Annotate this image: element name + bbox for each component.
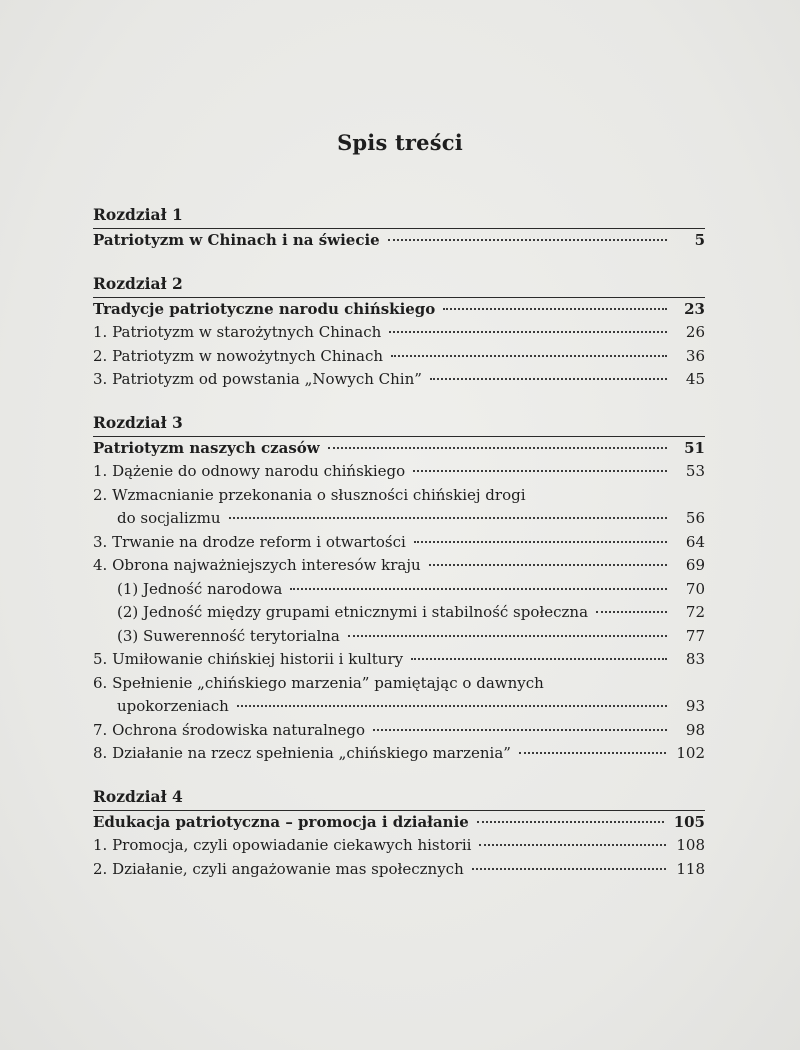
chapter-label: Rozdział 3 [93, 412, 183, 432]
dot-leader [237, 695, 667, 707]
page-number: 45 [685, 370, 705, 388]
page-number: 77 [685, 626, 705, 645]
entry-text: (3) Suwerenność terytorialna [117, 626, 340, 645]
section-entry-continuation [93, 695, 705, 719]
dot-leader [479, 834, 666, 846]
dot-leader [328, 437, 667, 449]
entry-text: Tradycje patriotyczne narodu chińskiego [93, 299, 436, 318]
entry-text: upokorzeniach [117, 697, 229, 715]
section-entry [93, 460, 705, 484]
chapter-block [93, 784, 705, 882]
section-entry [93, 672, 705, 696]
dot-leader [373, 719, 667, 731]
section-entry [93, 719, 705, 743]
entry-text: (1) Jedność narodowa [117, 579, 283, 598]
table-of-contents [93, 202, 705, 899]
page-number: 105 [673, 812, 705, 831]
dot-leader [348, 625, 667, 637]
page-number: 51 [684, 438, 705, 457]
entry-text: 4. Obrona najważniejszych interesów kraju [93, 556, 421, 574]
dot-leader [596, 601, 667, 613]
chapter-block [93, 410, 705, 766]
entry-text: 5. Umiłowanie chińskiej historii i kultury [93, 650, 404, 668]
chapter-block [93, 202, 705, 253]
entry-text: 1. Patriotyzm w starożytnych Chinach [93, 323, 382, 341]
page-number: 36 [685, 346, 705, 365]
chapter-title-entry [93, 437, 705, 461]
dot-leader [290, 578, 667, 590]
page-number: 98 [685, 720, 705, 739]
section-entry [93, 321, 705, 345]
dot-leader [389, 321, 667, 333]
dot-leader [229, 507, 667, 519]
dot-leader [477, 811, 664, 823]
section-entry [93, 345, 705, 369]
page-number: 118 [676, 859, 705, 878]
entry-text: 2. Wzmacnianie przekonania o słuszności chińskiej drogi [93, 485, 526, 504]
page-number: 108 [676, 836, 705, 854]
entry-text: 8. Działanie na rzecz spełnienia „chińskiego marzenia” [93, 744, 511, 762]
page-number: 53 [685, 462, 705, 480]
entry-text: 7. Ochrona środowiska naturalnego [93, 720, 366, 739]
page-number: 102 [676, 744, 705, 762]
chapter-title-entry [93, 229, 705, 253]
chapter-title-entry [93, 811, 705, 835]
page-title: Spis treści [337, 130, 463, 155]
entry-text: 3. Trwanie na drodze reform i otwartości [93, 532, 406, 551]
page-number: 93 [685, 697, 705, 715]
section-entry [93, 484, 705, 508]
section-entry [93, 648, 705, 672]
page-number: 5 [694, 231, 705, 249]
dot-leader [388, 229, 667, 241]
section-entry [93, 368, 705, 392]
chapter-label: Rozdział 1 [93, 205, 183, 224]
dot-leader [391, 345, 667, 357]
dot-leader [414, 531, 667, 543]
page-number: 69 [685, 556, 705, 574]
entry-text: 2. Patriotyzm w nowożytnych Chinach [93, 346, 384, 365]
section-entry [93, 858, 705, 882]
subsection-entry [93, 625, 705, 649]
entry-text: 3. Patriotyzm od powstania „Nowych Chin” [93, 370, 422, 388]
chapter-label: Rozdział 4 [93, 786, 183, 806]
section-entry [93, 742, 705, 766]
entry-text: (2) Jedność między grupami etnicznymi i stabilność społeczna [117, 603, 589, 621]
page-number: 70 [685, 579, 705, 598]
dot-leader [443, 298, 667, 310]
entry-text: Patriotyzm w Chinach i na świecie [93, 231, 380, 249]
dot-leader [430, 368, 667, 380]
section-entry [93, 834, 705, 858]
dot-leader [429, 554, 667, 566]
entry-text: do socjalizmu [117, 509, 221, 527]
dot-leader [413, 460, 667, 472]
section-entry-continuation [93, 507, 705, 531]
entry-text: 6. Spełnienie „chińskiego marzenia” pamiętając o dawnych [93, 673, 544, 692]
entry-text: 1. Promocja, czyli opowiadanie ciekawych historii [93, 836, 472, 854]
section-entry [93, 554, 705, 578]
subsection-entry [93, 601, 705, 625]
page-number: 83 [685, 650, 705, 668]
chapter-label: Rozdział 2 [93, 273, 183, 293]
subsection-entry [93, 578, 705, 602]
page-number: 23 [684, 299, 705, 318]
entry-text: Edukacja patriotyczna – promocja i działanie [93, 812, 469, 831]
chapter-block [93, 271, 705, 392]
entry-text: 2. Działanie, czyli angażowanie mas społecznych [93, 859, 464, 878]
page-number: 72 [685, 603, 705, 621]
dot-leader [472, 858, 667, 870]
chapter-title-entry [93, 298, 705, 322]
section-entry [93, 531, 705, 555]
page-number: 64 [685, 532, 705, 551]
entry-text: Patriotyzm naszych czasów [93, 438, 320, 457]
entry-text: 1. Dążenie do odnowy narodu chińskiego [93, 462, 406, 480]
dot-leader [411, 648, 667, 660]
page-number: 56 [685, 509, 705, 527]
dot-leader [519, 742, 666, 754]
page-number: 26 [685, 323, 705, 341]
